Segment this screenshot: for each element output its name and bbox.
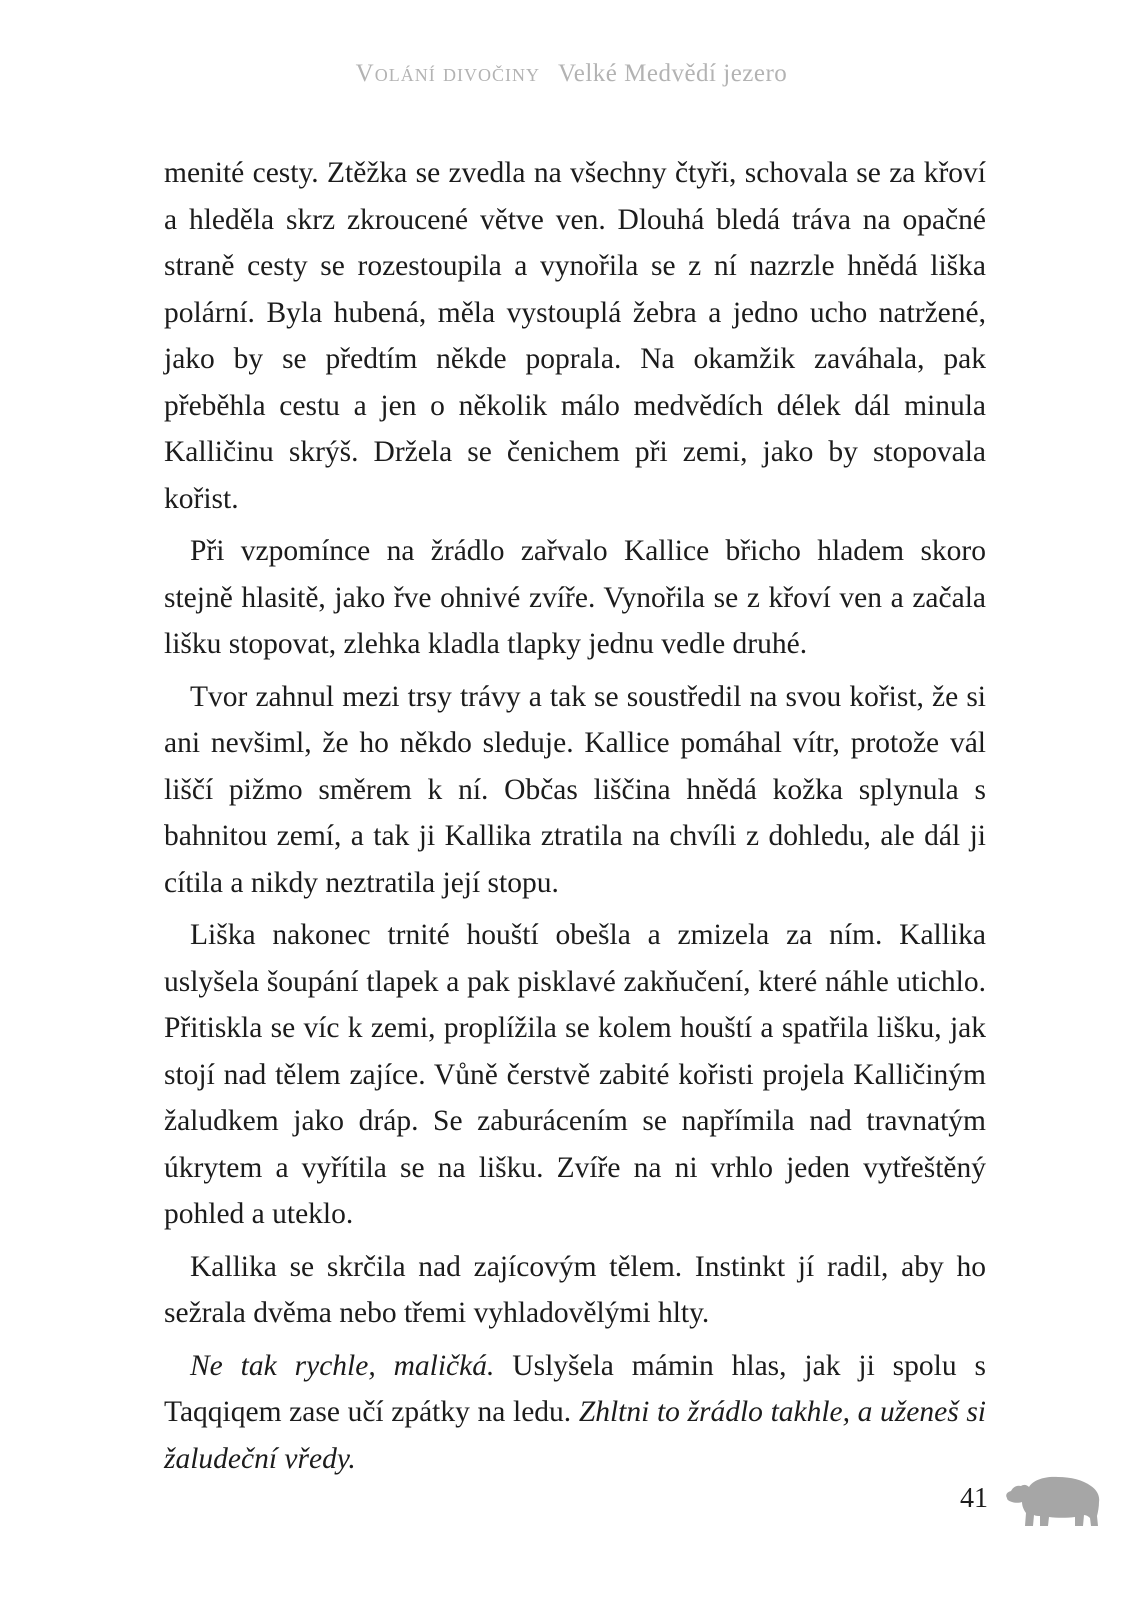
chapter-title: Velké Medvědí jezero (557, 60, 788, 87)
bear-icon (1003, 1468, 1103, 1530)
paragraph-text: Kallika se skrčila nad zajícovým tělem. Instinkt jí radil, aby ho sežrala dvěma nebo třemi vyhladovělými hlty. (164, 1250, 986, 1329)
paragraph-text: Liška nakonec trnité houští obešla a zmizela za ním. Kallika uslyšela šoupání tlapek a pak pisklavé zakňučení, které náhle utichlo. Přitiskla se víc k zemi, proplížila se kolem houští a spatřila lišku, jak stojí nad tělem zajíce. Vůně čerstvě zabité kořisti projela Kalličiným žaludkem jako dráp. Se zaburácením se napřímila nad travnatým úkrytem a vyřítila se na lišku. Zvíře na ni vrhlo jeden vytřeštěný pohled a uteklo. (164, 919, 986, 1230)
italic-thought-1: Ne tak rychle, maličká. (190, 1349, 495, 1382)
paragraph-text: menité cesty. Ztěžka se zvedla na všechny čtyři, schovala se za křoví a hleděla skrz zkroucené větve ven. Dlouhá bledá tráva na opačné straně cesty se rozestoupila a vynořila se z ní nazrzle hnědá liška polární. Byla hubená, měla vystouplá žebra a jedno ucho natržené, jako by se předtím někde poprala. Na okamžik zaváhala, pak přeběhla cestu a jen o několik málo medvědích délek dál minula Kalličinu skrýš. Držela se čenichem při zemi, jako by stopovala kořist. (164, 157, 986, 515)
paragraph-2 (164, 528, 986, 668)
paragraph-5 (164, 1244, 986, 1337)
page-number: 41 (960, 1483, 988, 1514)
paragraph-text: Při vzpomínce na žrádlo zařvalo Kallice břicho hladem skoro stejně hlasitě, jako řve ohnivé zvíře. Vynořila se z křoví ven a začala lišku stopovat, zlehka kladla tlapky jednu vedle druhé. (164, 535, 986, 660)
bear-silhouette (1006, 1477, 1099, 1526)
running-head (0, 60, 1143, 88)
paragraph-1 (164, 150, 986, 522)
italic-thought-2: Zhltni to žrádlo takhle, a uženeš si žaludeční vředy. (164, 1396, 987, 1475)
book-title: Volání divočiny (355, 60, 540, 87)
paragraph-6 (164, 1343, 986, 1483)
paragraph-3 (164, 674, 986, 907)
paragraph-text: Uslyšela mámin hlas, jak ji spolu s Taqqiqem zase učí zpátky na ledu. (164, 1349, 986, 1428)
paragraph-text: Tvor zahnul mezi trsy trávy a tak se soustředil na svou kořist, že si ani nevšiml, že ho někdo sleduje. Kallice pomáhal vítr, protože vál liščí pižmo směrem k ní. Občas liščina hnědá kožka splynula s bahnitou zemí, a tak ji Kallika ztratila na chvíli z dohledu, ale dál ji cítila a nikdy neztratila její stopu. (164, 680, 986, 899)
paragraph-4 (164, 912, 986, 1238)
body-text (164, 150, 986, 1488)
